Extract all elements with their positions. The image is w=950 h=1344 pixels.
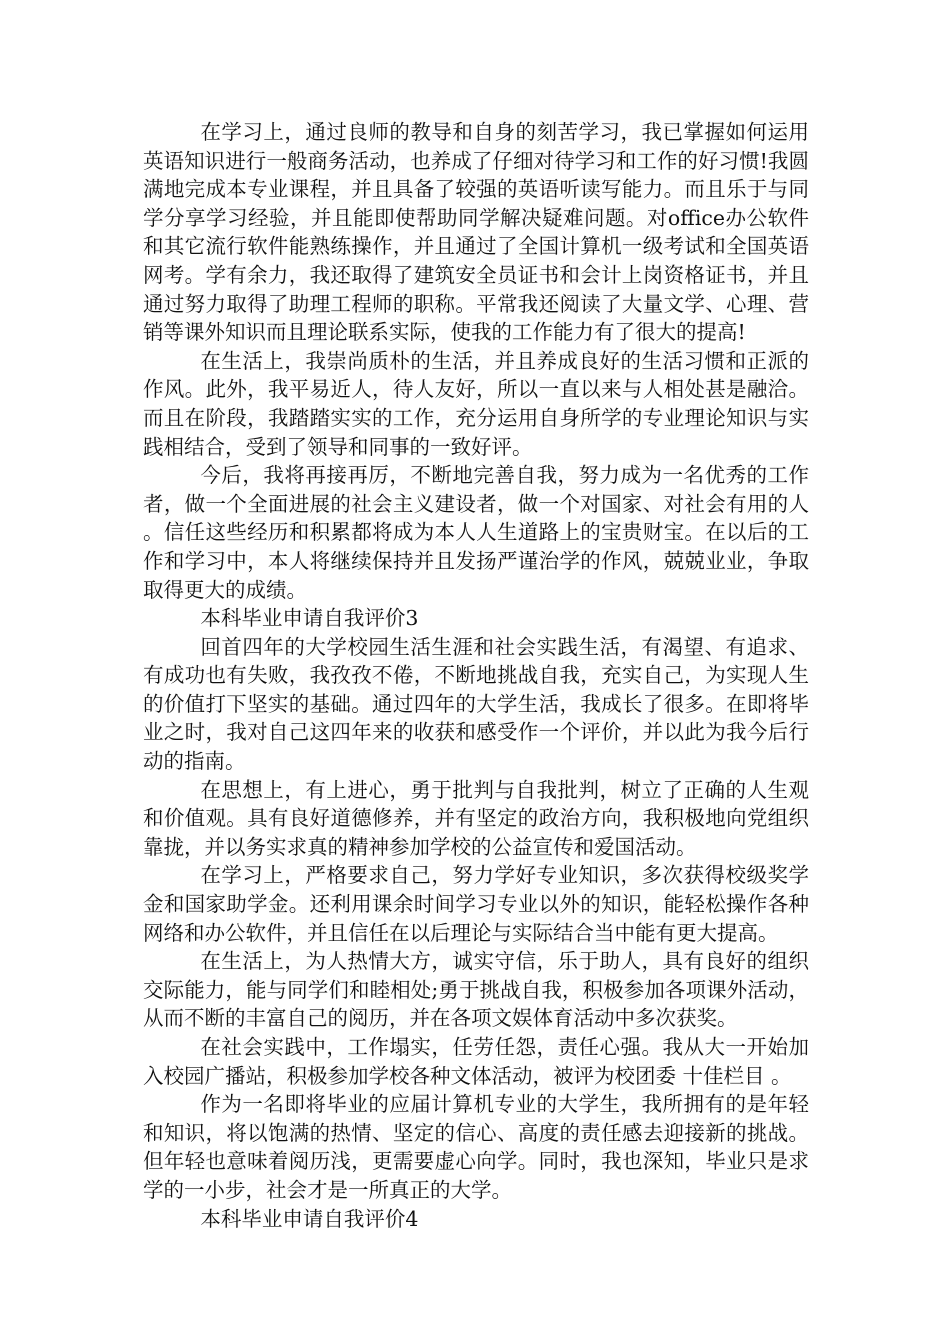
paragraph-life-2: 在生活上，为人热情大方，诚实守信，乐于助人，具有良好的组织交际能力，能与同学们和睦相处;勇于挑战自我，积极参加各项课外活动，从而不断的丰富自己的阅历，并在各项文娱体育活动中多次获奖。 <box>143 949 809 1031</box>
section-heading-3: 本科毕业申请自我评价3 <box>200 606 419 631</box>
paragraph-future: 今后，我将再接再厉，不断地完善自我，努力成为一名优秀的工作者，做一个全面进展的社会主义建设者，做一个对国家、对社会有用的人。信任这些经历和积累都将成为本人人生道路上的宝贵财宝。在以后的工作和学习中，本人将继续保持并且发扬严谨治学的作风，兢兢业业，争取取得更大的成绩。 <box>143 463 809 602</box>
document-body <box>143 118 809 1233</box>
paragraph-life-1: 在生活上，我崇尚质朴的生活，并且养成良好的生活习惯和正派的作风。此外，我平易近人，待人友好，所以一直以来与人相处甚是融洽。而且在阶段，我踏踏实实的工作，充分运用自身所学的专业理论知识与实践相结合，受到了领导和同事的一致好评。 <box>143 348 809 459</box>
section-heading-4: 本科毕业申请自我评价4 <box>200 1206 419 1231</box>
paragraph-study-1: 在学习上，通过良师的教导和自身的刻苦学习，我已掌握如何运用英语知识进行一般商务活动，也养成了仔细对待学习和工作的好习惯!我圆满地完成本专业课程，并且具备了较强的英语听读写能力。而且乐于与同学分享学习经验，并且能即使帮助同学解决疑难问题。对office办公软件和其它流行软件能熟练操作，并且通过了全国计算机一级考试和全国英语网考。学有余力，我还取得了建筑安全员证书和会计上岗资格证书，并且通过努力取得了助理工程师的职称。平常我还阅读了大量文学、心理、营销等课外知识而且理论联系实际，使我的工作能力有了很大的提高! <box>143 120 809 345</box>
paragraph-study-2: 在学习上，严格要求自己，努力学好专业知识，多次获得校级奖学金和国家助学金。还利用课余时间学习专业以外的知识，能轻松操作各种网络和办公软件，并且信任在以后理论与实际结合当中能有更大提高。 <box>143 863 809 945</box>
paragraph-graduate: 作为一名即将毕业的应届计算机专业的大学生，我所拥有的是年轻和知识，将以饱满的热情、坚定的信心、高度的责任感去迎接新的挑战。但年轻也意味着阅历浅，更需要虚心向学。同时，我也深知，毕业只是求学的一小步，社会才是一所真正的大学。 <box>143 1092 809 1202</box>
paragraph-social-practice: 在社会实践中，工作塌实，任劳任怨，责任心强。我从大一开始加入校园广播站，积极参加学校各种文体活动，被评为校团委 十佳栏目 。 <box>143 1035 809 1088</box>
paragraph-review: 回首四年的大学校园生活生涯和社会实践生活，有渴望、有追求、有成功也有失败，我孜孜不倦，不断地挑战自我，充实自己，为实现人生的价值打下坚实的基础。通过四年的大学生活，我成长了很多。在即将毕业之时，我对自己这四年来的收获和感受作一个评价，并以此为我今后行动的指南。 <box>143 634 809 774</box>
paragraph-thought: 在思想上，有上进心，勇于批判与自我批判，树立了正确的人生观和价值观。具有良好道德修养，并有坚定的政治方向，我积极地向党组织靠拢，并以务实求真的精神参加学校的公益宣传和爱国活动。 <box>143 777 809 859</box>
